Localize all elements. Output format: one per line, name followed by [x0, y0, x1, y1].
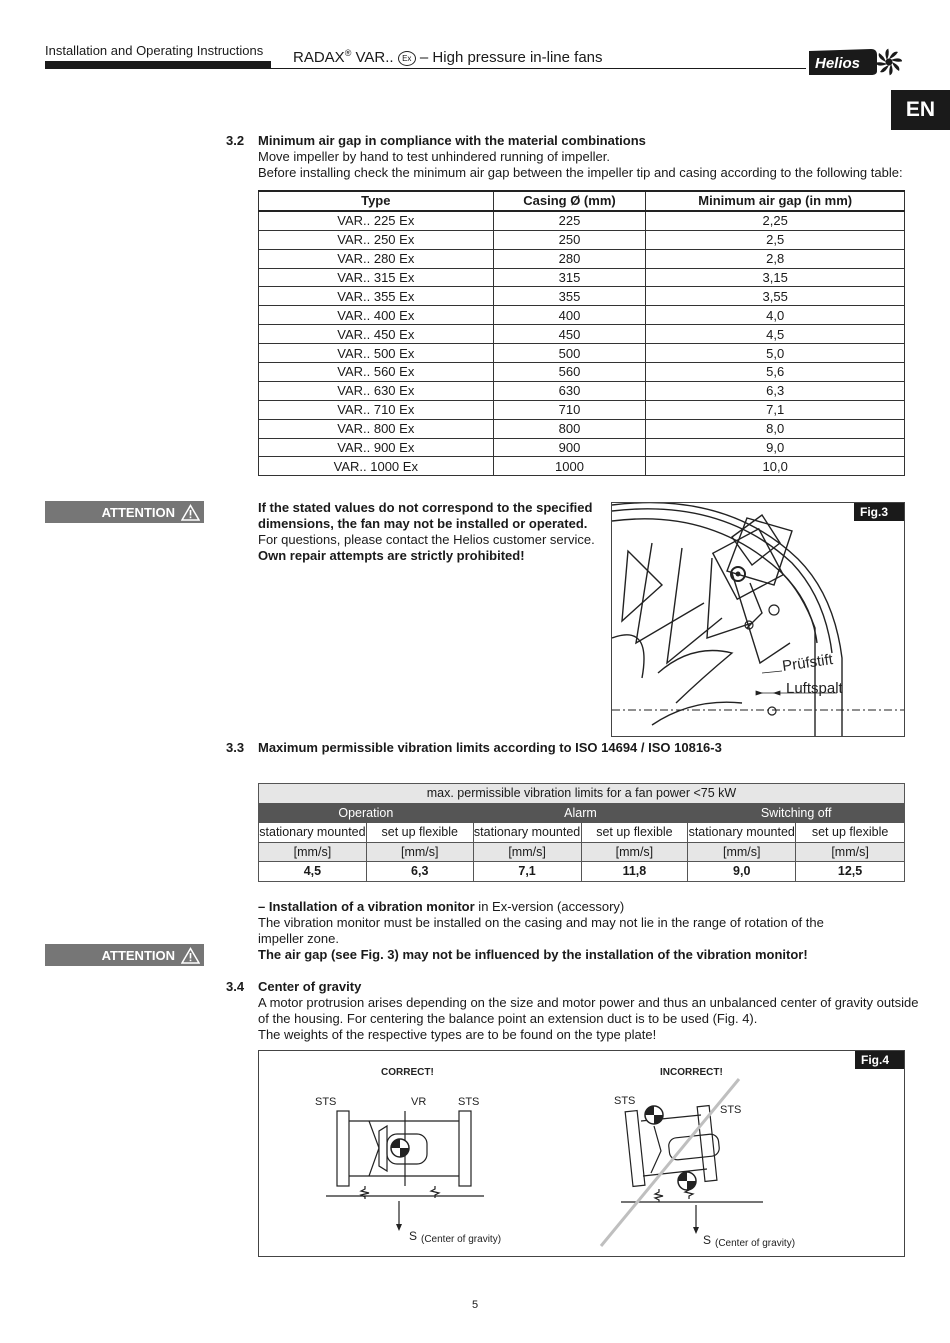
col-header: Casing Ø (mm) — [493, 191, 646, 211]
label-vr: VR — [411, 1096, 427, 1108]
table-cell: 5,6 — [646, 363, 905, 382]
group-header: Switching off — [688, 803, 905, 823]
label-pruefstift: Prüfstift — [781, 651, 834, 675]
label-correct: CORRECT! — [381, 1067, 434, 1078]
label-sts: STS — [614, 1095, 636, 1107]
table-cell: VAR.. 225 Ex — [259, 211, 494, 230]
table-cell: 4,0 — [646, 306, 905, 325]
table-row — [259, 268, 905, 287]
value-cell: 9,0 — [688, 862, 796, 882]
table-cell: VAR.. 560 Ex — [259, 363, 494, 382]
section-number: 3.4 — [226, 979, 245, 994]
unit-cell: [mm/s] — [581, 842, 688, 862]
warning-text: The air gap (see Fig. 3) may not be influenced by the installation of the vibration monitor! — [258, 947, 808, 962]
language-tab: EN — [891, 90, 950, 130]
warning-text: Own repair attempts are strictly prohibited! — [258, 548, 525, 563]
figure-3 — [611, 502, 905, 737]
section-title: Minimum air gap in compliance with the material combinations — [258, 133, 646, 148]
helios-logo — [807, 47, 902, 77]
paragraph: Before installing check the minimum air gap between the impeller tip and casing according to the following table: — [258, 165, 903, 180]
header-bar — [45, 61, 271, 69]
value-cell: 6,3 — [366, 862, 473, 882]
table-cell: 6,3 — [646, 381, 905, 400]
group-header: Operation — [259, 803, 474, 823]
air-gap-table — [258, 190, 905, 476]
table-cell: 900 — [493, 438, 646, 457]
table-cell: 9,0 — [646, 438, 905, 457]
unit-cell: [mm/s] — [473, 842, 581, 862]
table-row — [259, 287, 905, 306]
table-cell: 10,0 — [646, 457, 905, 476]
table-group-row — [259, 803, 905, 823]
value-cell: 11,8 — [581, 862, 688, 882]
paragraph: A motor protrusion arises depending on the size and motor power and thus an unbalanced center of gravity outside — [258, 995, 919, 1010]
subheader: stationary mounted — [473, 823, 581, 843]
table-cell: VAR.. 450 Ex — [259, 325, 494, 344]
table-cell: 280 — [493, 249, 646, 268]
table-row — [259, 457, 905, 476]
paragraph: impeller zone. — [258, 931, 339, 946]
paragraph: of the housing. For centering the balance point an extension duct is to be used (Fig. 4). — [258, 1011, 758, 1026]
figure-label: Fig.4 — [855, 1051, 904, 1069]
table-row — [259, 306, 905, 325]
table-cell: 710 — [493, 400, 646, 419]
label-s: S — [703, 1233, 712, 1247]
warning-icon — [181, 947, 200, 964]
table-cell: VAR.. 1000 Ex — [259, 457, 494, 476]
table-row — [259, 211, 905, 230]
header-rule — [271, 68, 806, 69]
subheader: stationary mounted — [259, 823, 367, 843]
table-cell: VAR.. 800 Ex — [259, 419, 494, 438]
group-header: Alarm — [473, 803, 688, 823]
table-cell: 450 — [493, 325, 646, 344]
table-cell: 630 — [493, 381, 646, 400]
table-cell: VAR.. 710 Ex — [259, 400, 494, 419]
table-cell: 1000 — [493, 457, 646, 476]
table-cell: 800 — [493, 419, 646, 438]
section-title: Maximum permissible vibration limits according to ISO 14694 / ISO 10816-3 — [258, 740, 722, 755]
section-number: 3.3 — [226, 740, 245, 755]
table-row — [259, 400, 905, 419]
table-unit-row — [259, 842, 905, 862]
table-cell: VAR.. 630 Ex — [259, 381, 494, 400]
logo-text: Helios — [815, 55, 861, 72]
warning-text: dimensions, the fan may not be installed or operated. — [258, 516, 588, 531]
paragraph: Move impeller by hand to test unhindered running of impeller. — [258, 149, 610, 164]
table-row — [259, 325, 905, 344]
figure-label: Fig.3 — [854, 503, 904, 521]
table-cell: 7,1 — [646, 400, 905, 419]
figure-4 — [258, 1050, 905, 1257]
unit-cell: [mm/s] — [259, 842, 367, 862]
table-cell: 315 — [493, 268, 646, 287]
table-cell: 2,25 — [646, 211, 905, 230]
paragraph: The vibration monitor must be installed on the casing and may not lie in the range of rotation of the — [258, 915, 824, 930]
table-caption-row — [259, 784, 905, 804]
table-row — [259, 363, 905, 382]
value-cell: 7,1 — [473, 862, 581, 882]
table-row — [259, 438, 905, 457]
label-center-of-gravity: (Center of gravity) — [421, 1234, 502, 1245]
table-row — [259, 381, 905, 400]
table-subheader-row — [259, 823, 905, 843]
table-cell: 8,0 — [646, 419, 905, 438]
table-row — [259, 344, 905, 363]
paragraph: For questions, please contact the Helios customer service. — [258, 532, 595, 547]
table-row — [259, 249, 905, 268]
table-cell: 355 — [493, 287, 646, 306]
table-cell: 3,55 — [646, 287, 905, 306]
col-header: Minimum air gap (in mm) — [646, 191, 905, 211]
label-s: S — [409, 1229, 418, 1243]
warning-icon — [181, 504, 200, 521]
table-caption: max. permissible vibration limits for a fan power <75 kW — [259, 784, 905, 804]
page-number: 5 — [471, 1299, 479, 1311]
label-luftspalt: Luftspalt — [786, 680, 843, 697]
unit-cell: [mm/s] — [688, 842, 796, 862]
label-incorrect: INCORRECT! — [660, 1067, 723, 1078]
table-cell: 225 — [493, 211, 646, 230]
section-title: Center of gravity — [258, 979, 362, 994]
table-cell: 400 — [493, 306, 646, 325]
value-cell: 4,5 — [259, 862, 367, 882]
table-cell: VAR.. 900 Ex — [259, 438, 494, 457]
doc-type-label: Installation and Operating Instructions — [45, 43, 264, 58]
ex-mark-icon: Ex — [398, 51, 416, 66]
table-cell: VAR.. 315 Ex — [259, 268, 494, 287]
subheader: stationary mounted — [688, 823, 796, 843]
unit-cell: [mm/s] — [366, 842, 473, 862]
label-center-of-gravity: (Center of gravity) — [715, 1238, 796, 1249]
subheader: set up flexible — [581, 823, 688, 843]
table-cell: 560 — [493, 363, 646, 382]
monitor-heading: – Installation of a vibration monitor in Ex-version (accessory) — [258, 899, 625, 914]
page-title: RADAX® VAR.. Ex – High pressure in-line fans — [293, 48, 603, 66]
paragraph: The weights of the respective types are to be found on the type plate! — [258, 1027, 657, 1042]
attention-badge: ATTENTION — [45, 944, 204, 966]
table-cell: VAR.. 500 Ex — [259, 344, 494, 363]
subheader: set up flexible — [366, 823, 473, 843]
label-sts: STS — [458, 1096, 480, 1108]
table-cell: VAR.. 280 Ex — [259, 249, 494, 268]
table-cell: VAR.. 355 Ex — [259, 287, 494, 306]
table-cell: 2,8 — [646, 249, 905, 268]
attention-badge: ATTENTION — [45, 501, 204, 523]
table-value-row — [259, 862, 905, 882]
table-cell: 500 — [493, 344, 646, 363]
warning-text: If the stated values do not correspond to the specified — [258, 500, 593, 515]
table-cell: 3,15 — [646, 268, 905, 287]
table-cell: 4,5 — [646, 325, 905, 344]
unit-cell: [mm/s] — [796, 842, 905, 862]
air-gap-drawing — [612, 503, 905, 737]
center-of-gravity-drawing — [259, 1051, 905, 1257]
label-sts: STS — [315, 1096, 337, 1108]
label-sts: STS — [720, 1104, 742, 1116]
value-cell: 12,5 — [796, 862, 905, 882]
table-cell: 250 — [493, 230, 646, 249]
col-header: Type — [259, 191, 494, 211]
table-cell: 2,5 — [646, 230, 905, 249]
table-row — [259, 230, 905, 249]
table-cell: 5,0 — [646, 344, 905, 363]
vibration-limits-table — [258, 783, 905, 882]
subheader: set up flexible — [796, 823, 905, 843]
table-cell: VAR.. 250 Ex — [259, 230, 494, 249]
table-row — [259, 419, 905, 438]
table-cell: VAR.. 400 Ex — [259, 306, 494, 325]
table-header-row — [259, 191, 905, 211]
section-number: 3.2 — [226, 133, 245, 148]
